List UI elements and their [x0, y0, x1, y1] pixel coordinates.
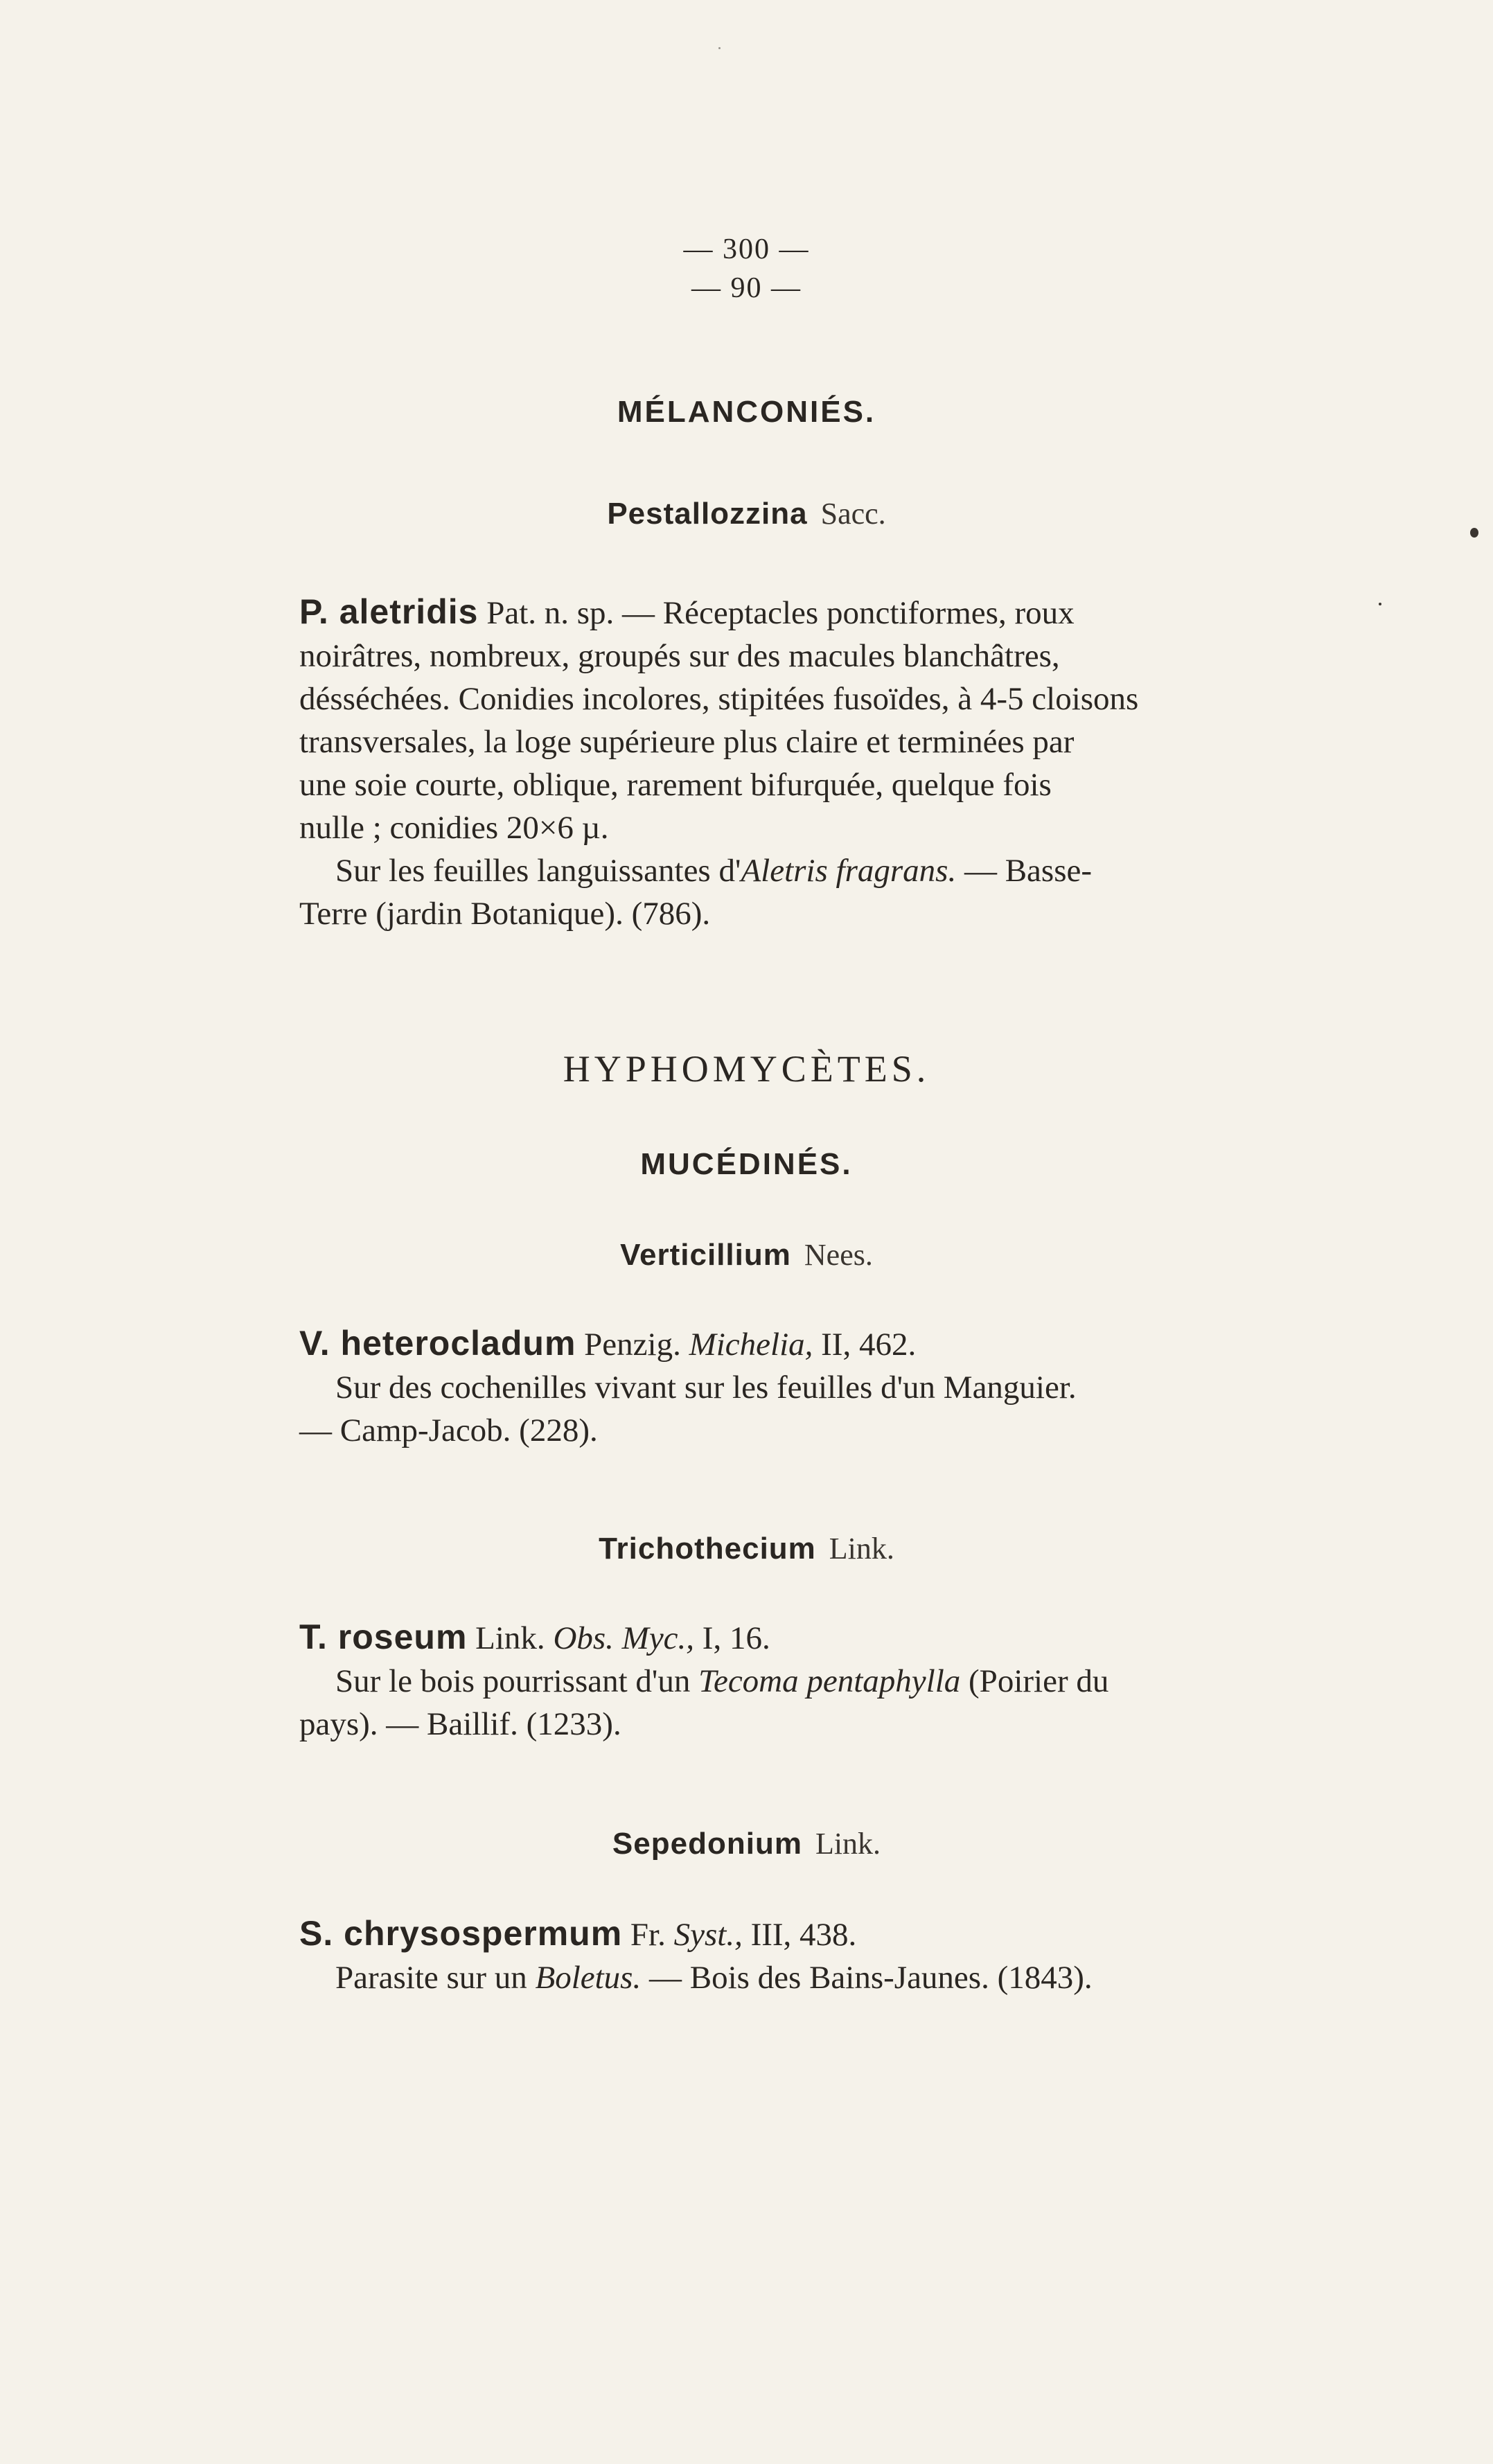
- genus-author: Nees.: [804, 1238, 873, 1272]
- description-line: noirâtres, nombreux, groupés sur des macules blanchâtres,: [299, 638, 1060, 674]
- genus-name: Pestallozzina: [607, 497, 808, 531]
- page-number-block: [0, 230, 1493, 308]
- collector-line: pays). — Baillif. (1233).: [299, 1706, 621, 1742]
- description-line: transversales, la loge supérieure plus claire et terminées par: [299, 724, 1075, 760]
- citation-volume: III, 438.: [750, 1917, 857, 1953]
- citation-work: Syst.,: [673, 1917, 743, 1953]
- citation-author: Link.: [475, 1620, 545, 1656]
- species-name: S. chrysospermum: [299, 1914, 623, 1953]
- citation-author: Penzig.: [584, 1327, 681, 1363]
- citation-work: Michelia,: [689, 1327, 813, 1363]
- habitat-line: Sur des cochenilles vivant sur les feuilles d'un Manguier.: [335, 1370, 1077, 1406]
- habitat-note: (Poirier du: [969, 1663, 1109, 1699]
- collector-line: — Camp-Jacob. (228).: [299, 1412, 598, 1448]
- genus-author: Sacc.: [820, 497, 886, 531]
- genus-name: Verticillium: [620, 1238, 791, 1272]
- habitat-line: [299, 1956, 1339, 1999]
- genus-heading-verticillium: [0, 1237, 1493, 1273]
- species-entry-aletridis: [299, 590, 1339, 935]
- species-entry-chrysospermum: [299, 1912, 1339, 1999]
- page-number-old: — 300 —: [683, 233, 810, 265]
- genus-heading-pestallozzina: [0, 496, 1493, 531]
- species-entry-heterocladum: [299, 1322, 1339, 1452]
- species-name: V. heterocladum: [299, 1324, 576, 1363]
- habitat-text: Sur les feuilles languissantes d': [335, 853, 741, 889]
- habitat-line: [299, 1660, 1339, 1703]
- habitat-locality: — Basse-: [956, 853, 1093, 889]
- habitat-line: [299, 849, 1339, 892]
- species-entry-roseum: [299, 1615, 1339, 1746]
- host-name: Aletris fragrans.: [741, 853, 957, 889]
- genus-author: Link.: [829, 1532, 894, 1566]
- citation-volume: II, 462.: [821, 1327, 917, 1363]
- description-line: une soie courte, oblique, rarement bifurquée, quelque fois: [299, 767, 1052, 803]
- paper-speck: [1379, 603, 1381, 605]
- page-number-new: — 90 —: [691, 272, 802, 304]
- subsection-heading-mucedines: MUCÉDINÉS.: [640, 1147, 853, 1181]
- genus-heading-trichothecium: [0, 1531, 1493, 1566]
- description-line: nulle ; conidies 20×6 µ.: [299, 810, 609, 846]
- description-line: désséchées. Conidies incolores, stipitées fusoïdes, à 4-5 cloisons: [299, 681, 1139, 717]
- genus-name: Trichothecium: [599, 1532, 816, 1566]
- section-heading-melanconies: MÉLANCONIÉS.: [617, 395, 876, 429]
- genus-heading-sepedonium: [0, 1826, 1493, 1861]
- habitat-line-2: Terre (jardin Botanique). (786).: [299, 896, 711, 932]
- species-name: P. aletridis: [299, 592, 479, 631]
- citation-author: Fr.: [630, 1917, 666, 1953]
- host-name: Boletus.: [535, 1960, 642, 1996]
- citation-work: Obs. Myc.,: [553, 1620, 695, 1656]
- species-description-start: Pat. n. sp. — Réceptacles ponctiformes, roux: [486, 595, 1075, 631]
- paper-speck: [1470, 528, 1478, 538]
- genus-author: Link.: [815, 1827, 881, 1861]
- paper-speck: [718, 47, 721, 49]
- section-heading-hyphomycetes: HYPHOMYCÈTES.: [563, 1048, 930, 1090]
- species-name: T. roseum: [299, 1617, 468, 1656]
- habitat-locality: — Bois des Bains-Jaunes. (1843).: [648, 1960, 1093, 1996]
- habitat-text: Parasite sur un: [335, 1960, 527, 1996]
- citation-volume: I, 16.: [702, 1620, 770, 1656]
- habitat-text: Sur le bois pourrissant d'un: [335, 1663, 691, 1699]
- genus-name: Sepedonium: [612, 1827, 802, 1861]
- host-name: Tecoma pentaphylla: [698, 1663, 961, 1699]
